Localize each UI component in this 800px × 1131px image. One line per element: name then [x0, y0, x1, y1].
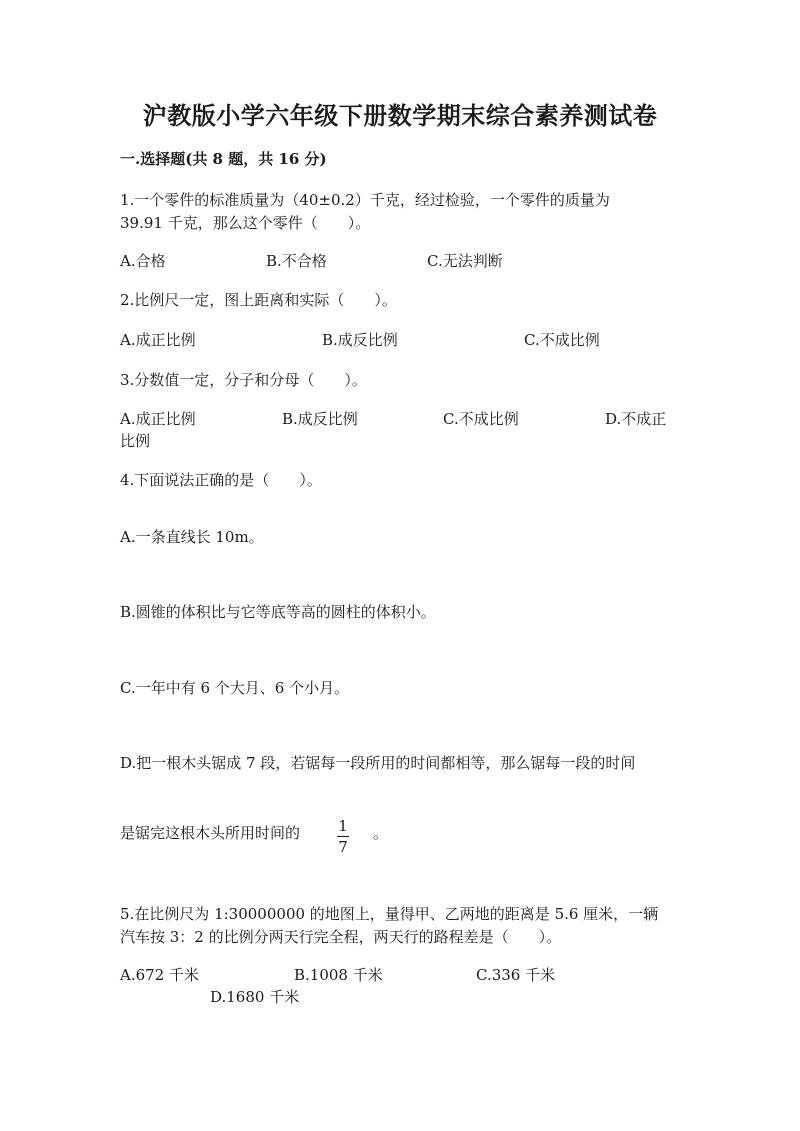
question-1-option-c: C.无法判断 [427, 252, 503, 270]
question-5-line-2: 汽车按 3：2 的比例分两天行完全程，两天行的路程差是（ ）。 [120, 928, 562, 946]
page-title: 沪教版小学六年级下册数学期末综合素养测试卷 [142, 101, 658, 130]
question-3-option-b: B.成反比例 [282, 410, 358, 428]
question-4-option-c: C.一年中有 6 个大月、6 个小月。 [120, 679, 350, 697]
question-2-option-c: C.不成比例 [524, 331, 600, 349]
fraction-numerator: 1 [338, 817, 348, 835]
question-5-option-a: A.672 千米 [120, 966, 199, 984]
question-1-option-a: A.合格 [120, 252, 166, 270]
question-2-line-1: 2.比例尺一定，图上距离和实际（ ）。 [120, 291, 397, 309]
question-3-option-a: A.成正比例 [120, 410, 196, 428]
question-5-line-1: 5.在比例尺为 1:30000000 的地图上，量得甲、乙两地的距离是 5.6 厘米，一辆 [120, 905, 659, 923]
question-2-option-a: A.成正比例 [120, 331, 196, 349]
question-1-line-1: 1.一个零件的标准质量为（40±0.2）千克，经过检验，一个零件的质量为 [120, 191, 610, 209]
question-3-line-1: 3.分数值一定，分子和分母（ ）。 [120, 371, 367, 389]
question-3-option-c: C.不成比例 [443, 410, 519, 428]
question-5-option-d: D.1680 千米 [210, 988, 300, 1006]
question-4-line-1: 4.下面说法正确的是（ ）。 [120, 471, 322, 489]
question-4-option-d-line-2: 是锯完这根木头所用时间的 [120, 824, 301, 842]
question-1-line-2: 39.91 千克，那么这个零件（ ）。 [120, 214, 371, 232]
question-3-option-d: D.不成正 [605, 410, 667, 428]
question-4-option-d-end: 。 [373, 824, 389, 842]
question-3-option-d-wrap: 比例 [120, 432, 151, 450]
fraction-denominator: 7 [338, 838, 348, 856]
question-5-option-b: B.1008 千米 [294, 966, 383, 984]
fraction-one-seventh [337, 816, 349, 855]
question-5-option-c: C.336 千米 [476, 966, 556, 984]
question-1-option-b: B.不合格 [266, 252, 327, 270]
fraction-bar [337, 836, 349, 837]
section-heading: 一.选择题(共 8 题，共 16 分) [120, 150, 327, 168]
question-2-option-b: B.成反比例 [322, 331, 398, 349]
question-4-option-a: A.一条直线长 10m。 [120, 528, 264, 546]
question-4-option-b: B.圆锥的体积比与它等底等高的圆柱的体积小。 [120, 603, 436, 621]
question-4-option-d-line-1: D.把一根木头锯成 7 段，若锯每一段所用的时间都相等，那么锯每一段的时间 [120, 754, 636, 772]
